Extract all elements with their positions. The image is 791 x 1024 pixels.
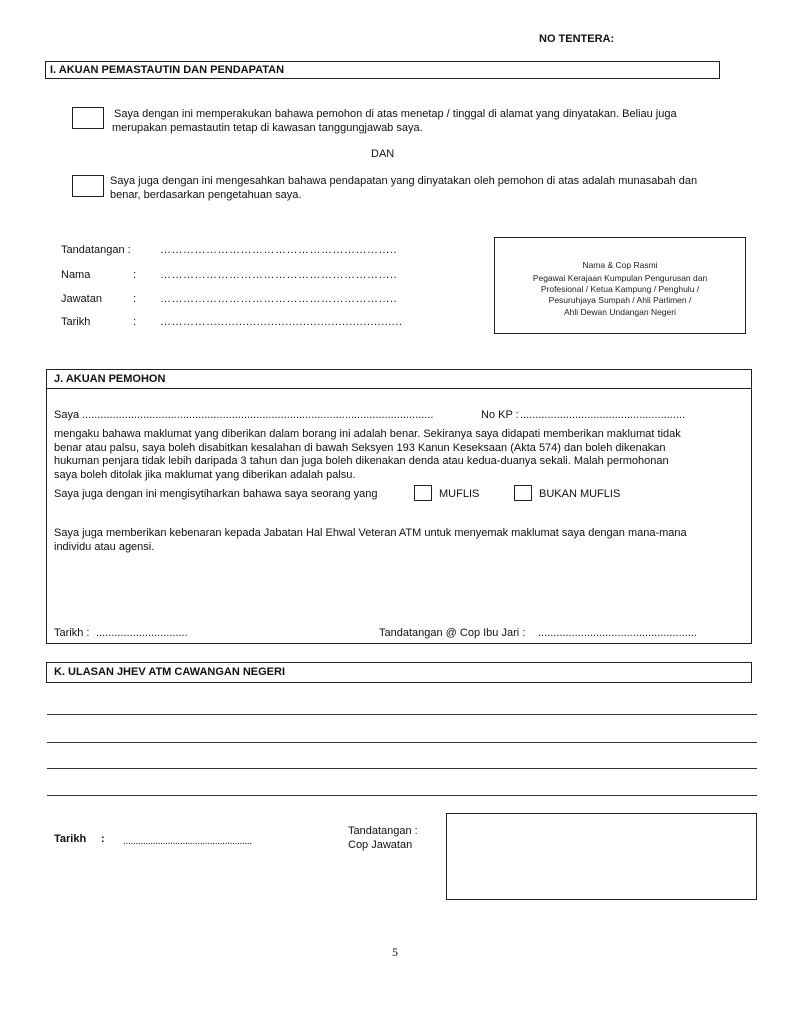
officer-tarikh-field[interactable]: .................................................... [123,836,252,847]
declaration-line1: mengaku bahawa maklumat yang diberikan dalam borang ini adalah benar. Sekiranya saya didapati memberikan maklumat tidak [54,428,681,440]
residency-statement-line1: Saya dengan ini memperakukan bahawa pemohon di atas menetap / tinggal di alamat yang dinyatakan. Beliau juga [114,108,677,120]
applicant-tarikh-field[interactable]: .............................. [96,627,188,639]
tarikh-colon: : [133,316,137,328]
income-checkbox[interactable] [72,175,104,197]
income-statement-line1: Saya juga dengan ini mengesahkan bahawa pendapatan yang dinyatakan oleh pemohon di atas adalah munasabah dan [110,175,698,187]
consent-line1: Saya juga memberikan kebenaran kepada Jabatan Hal Ehwal Veteran ATM untuk menyemak maklumat saya dengan mana-mana [54,527,687,539]
officer-signature-label: Tandatangan : [348,825,418,837]
nokp-field[interactable]: ...................................................... [520,409,686,421]
tandatangan-label: Tandatangan : [61,244,131,256]
section-i-title: I. AKUAN PEMASTAUTIN DAN PENDAPATAN [45,61,720,79]
bankruptcy-declaration: Saya juga dengan ini mengisytiharkan bahawa saya seorang yang [54,488,378,500]
muflis-checkbox[interactable] [414,485,432,501]
cop-jawatan-label: Cop Jawatan [348,839,413,851]
consent-line2: individu atau agensi. [54,541,155,553]
officer-tarikh-label: Tarikh [54,833,87,845]
cop-jawatan-box[interactable] [446,813,757,900]
section-j-title: J. AKUAN PEMOHON [46,369,752,389]
applicant-tarikh-label: Tarikh : [54,627,90,639]
comment-line-3[interactable] [47,768,757,769]
stamp-line3: Pesuruhjaya Sumpah / Ahli Parlimen / [548,295,692,305]
nama-field[interactable]: …………………………………………………….. [160,269,398,281]
income-statement-line2: benar, berdasarkan pengetahuan saya. [110,189,302,201]
nama-colon: : [133,269,137,281]
page-number: 5 [392,945,398,959]
applicant-signature-label: Tandatangan @ Cop Ibu Jari : [379,627,526,639]
no-tentera-label: NO TENTERA: [539,33,615,45]
applicant-signature-field[interactable]: .................................................... [538,627,697,639]
comment-line-1[interactable] [47,714,757,715]
bukan-muflis-label: BUKAN MUFLIS [539,488,621,500]
section-k-title: K. ULASAN JHEV ATM CAWANGAN NEGERI [46,662,752,683]
residency-checkbox[interactable] [72,107,104,129]
saya-name-field[interactable]: ................................................................................................................... [82,409,434,421]
jawatan-field[interactable]: …………………………………………………….. [160,293,398,305]
comment-line-4[interactable] [47,795,757,796]
residency-statement-line2: merupakan pemastautin tetap di kawasan tanggungjawab saya. [112,122,423,134]
comment-line-2[interactable] [47,742,757,743]
official-stamp-box[interactable] [494,237,746,334]
nokp-label: No KP : [481,409,519,421]
jawatan-label: Jawatan [61,293,102,305]
stamp-title: Nama & Cop Rasmi [582,260,658,270]
tandatangan-field[interactable]: …………………………………………………….. [160,244,398,256]
officer-tarikh-colon: : [101,833,105,845]
declaration-line2: benar atau palsu, saya boleh disabitkan kesalahan di bawah Seksyen 193 Kanun Keseksaan (Akta 574) dan boleh dikenakan [54,442,666,454]
saya-label: Saya [54,409,80,421]
stamp-line2: Profesional / Ketua Kampung / Penghulu / [540,284,700,294]
declaration-line3: hukuman penjara tidak lebih daripada 3 tahun dan juga boleh dikenakan denda atau kedua-duanya sekali. Malah permohonan [54,455,669,467]
bukan-muflis-checkbox[interactable] [514,485,532,501]
jawatan-colon: : [133,293,137,305]
declaration-line4: saya boleh ditolak jika maklumat yang diberikan adalah palsu. [54,469,356,481]
tarikh-label: Tarikh [61,316,91,328]
stamp-line4: Ahli Dewan Undangan Negeri [564,307,676,317]
muflis-label: MUFLIS [439,488,480,500]
nama-label: Nama [61,269,91,281]
stamp-line1: Pegawai Kerajaan Kumpulan Pengurusan dan [532,273,708,283]
dan-separator: DAN [371,148,395,160]
tarikh-field[interactable]: …………….................................................... [160,316,403,328]
